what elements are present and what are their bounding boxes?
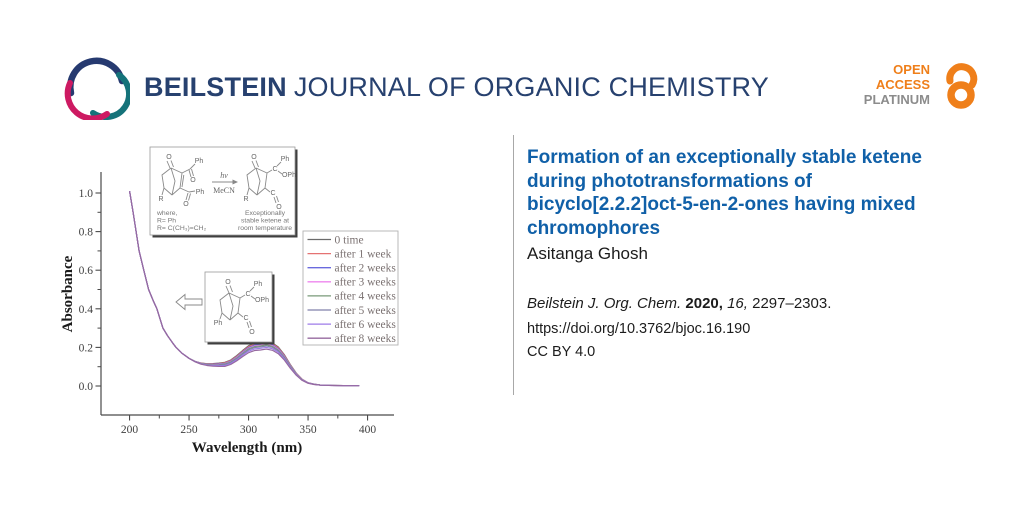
column-divider bbox=[513, 135, 514, 395]
atom-label: C bbox=[245, 291, 251, 298]
title-line-4: chromophores bbox=[527, 217, 661, 239]
spectra-chart bbox=[60, 138, 460, 483]
hv-label: hν bbox=[220, 171, 228, 180]
where-line-3: R= C(CH₃)=CH₂ bbox=[157, 225, 207, 232]
x-tick-label: 200 bbox=[120, 424, 139, 436]
caption-line-1: Exceptionally bbox=[244, 210, 286, 217]
title-line-1: Formation of an exceptionally stable ketene bbox=[527, 147, 922, 168]
open-lock-icon bbox=[936, 57, 986, 111]
journal-name-bold: BEILSTEIN bbox=[144, 71, 287, 102]
citation-journal: Beilstein J. Org. Chem. bbox=[527, 295, 682, 312]
uv-vis-spectra-figure bbox=[60, 138, 460, 483]
atom-label: R bbox=[243, 196, 249, 203]
atom-label: C bbox=[272, 166, 278, 173]
y-tick-label: 0.2 bbox=[78, 342, 93, 355]
x-tick-label: 300 bbox=[239, 424, 258, 436]
atom-label: R bbox=[158, 196, 164, 203]
y-tick-label: 0.0 bbox=[78, 381, 93, 393]
reaction-scheme-inset bbox=[150, 147, 298, 238]
article-author: Asitanga Ghosh bbox=[527, 244, 648, 263]
atom-label: Ph bbox=[194, 158, 204, 165]
open-access-text bbox=[864, 62, 930, 107]
atom-label: Ph bbox=[195, 189, 205, 196]
legend-label: after 3 weeks bbox=[334, 276, 396, 289]
y-tick-label: 0.8 bbox=[78, 226, 93, 239]
citation-pages: 2297–2303. bbox=[752, 295, 832, 312]
solvent-label: MeCN bbox=[213, 186, 235, 195]
atom-label: OPh bbox=[254, 297, 270, 304]
chart-legend bbox=[303, 231, 398, 345]
journal-name bbox=[144, 72, 769, 103]
legend-label: after 8 weeks bbox=[334, 333, 396, 345]
y-tick-label: 1.0 bbox=[78, 188, 93, 200]
article-citation bbox=[527, 295, 831, 312]
ketene-structure-inset bbox=[176, 272, 275, 345]
citation-volume: 16, bbox=[727, 295, 753, 312]
legend-label: after 5 weeks bbox=[334, 304, 396, 317]
left-arrow-icon bbox=[176, 295, 202, 310]
atom-label: Ph bbox=[213, 320, 223, 327]
y-tick-label: 0.4 bbox=[78, 303, 93, 316]
title-line-3: bicyclo[2.2.2]oct-5-en-2-ones having mixed bbox=[527, 194, 916, 215]
beilstein-logo-icon bbox=[62, 54, 130, 120]
doi-link[interactable]: https://doi.org/10.3762/bjoc.16.190 bbox=[527, 321, 751, 337]
atom-label: O bbox=[225, 279, 231, 286]
open-access-badge bbox=[864, 57, 986, 111]
citation-year: 2020, bbox=[681, 295, 728, 312]
journal-name-rest: JOURNAL OF ORGANIC CHEMISTRY bbox=[293, 71, 769, 102]
legend-label: 0 time bbox=[334, 234, 364, 247]
atom-label: O bbox=[276, 204, 282, 211]
y-tick-label: 0.6 bbox=[78, 265, 93, 278]
where-line-2: R= Ph bbox=[157, 217, 177, 225]
where-line-1: where, bbox=[157, 210, 178, 217]
y-axis-title: Absorbance bbox=[60, 255, 76, 333]
atom-label: O bbox=[183, 201, 189, 208]
atom-label: O bbox=[190, 177, 196, 184]
atom-label: C bbox=[270, 190, 276, 197]
caption-line-2: stable ketene at bbox=[241, 217, 289, 225]
atom-label: O bbox=[166, 154, 172, 161]
atom-label: C bbox=[243, 315, 249, 322]
atom-label: O bbox=[251, 154, 257, 161]
legend-label: after 1 week bbox=[334, 248, 392, 261]
legend-label: after 2 weeks bbox=[334, 262, 396, 275]
license-label: CC BY 4.0 bbox=[527, 344, 596, 360]
title-line-2: during phototransformations of bbox=[527, 170, 812, 192]
atom-label: Ph bbox=[253, 281, 263, 288]
caption-line-3: room temperature bbox=[237, 225, 293, 232]
atom-label: Ph bbox=[280, 156, 290, 163]
atom-label: OPh bbox=[281, 172, 297, 179]
open-access-line3: PLATINUM bbox=[863, 91, 930, 107]
legend-label: after 6 weeks bbox=[334, 318, 396, 331]
open-access-line2: ACCESS bbox=[875, 76, 930, 92]
journal-header bbox=[62, 54, 769, 120]
x-axis-title: Wavelength (nm) bbox=[191, 440, 303, 456]
atom-label: O bbox=[249, 329, 255, 336]
article-title bbox=[527, 146, 987, 240]
x-tick-label: 250 bbox=[180, 424, 198, 436]
x-tick-label: 350 bbox=[299, 424, 317, 436]
x-tick-label: 400 bbox=[358, 424, 377, 436]
legend-label: after 4 weeks bbox=[334, 290, 396, 303]
open-access-line1: OPEN bbox=[893, 61, 930, 77]
